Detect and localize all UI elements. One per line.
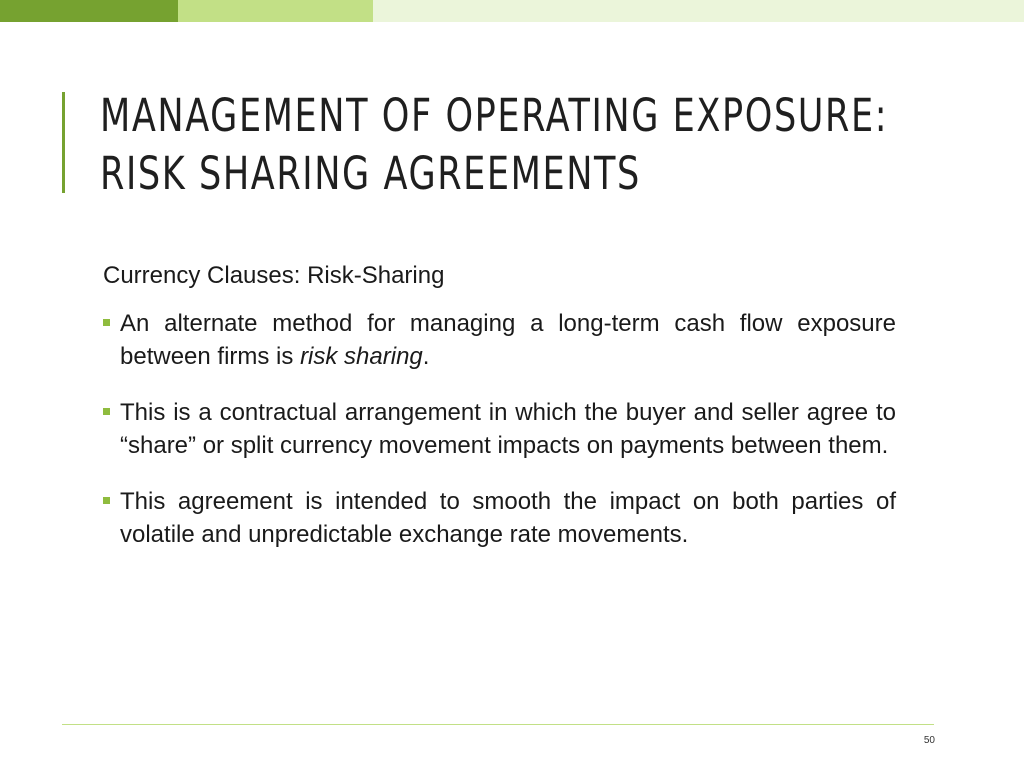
square-bullet-icon bbox=[103, 408, 110, 415]
slide-title bbox=[100, 87, 889, 203]
slide-title-line-1: MANAGEMENT OF OPERATING EXPOSURE: bbox=[100, 89, 889, 142]
square-bullet-icon bbox=[103, 319, 110, 326]
subheading: Currency Clauses: Risk-Sharing bbox=[103, 262, 445, 289]
bullet-text: An alternate method for managing a long-term cash flow exposure between firms is bbox=[120, 310, 896, 370]
bullet-list bbox=[103, 307, 896, 551]
bullet-text: This is a contractual arrangement in which the buyer and seller agree to “share” or split currency movement impacts on payments between them. bbox=[120, 399, 896, 459]
bullet-suffix: . bbox=[422, 343, 430, 370]
square-bullet-icon bbox=[103, 497, 110, 504]
page-number: 50 bbox=[923, 735, 935, 746]
top-band-pale-green bbox=[373, 0, 1024, 22]
bullet-emphasis: risk sharing bbox=[300, 343, 423, 370]
footer-divider bbox=[62, 724, 934, 725]
top-band-light-green bbox=[178, 0, 373, 22]
bullet-item bbox=[103, 307, 896, 373]
slide-title-line-2: RISK SHARING AGREEMENTS bbox=[100, 147, 641, 200]
bullet-item bbox=[103, 485, 896, 551]
title-accent-bar bbox=[62, 92, 65, 193]
bullet-item bbox=[103, 396, 896, 462]
top-band-dark-green bbox=[0, 0, 178, 22]
slide-content bbox=[103, 259, 896, 574]
bullet-text: This agreement is intended to smooth the impact on both parties of volatile and unpredictable exchange rate movements. bbox=[120, 488, 896, 548]
